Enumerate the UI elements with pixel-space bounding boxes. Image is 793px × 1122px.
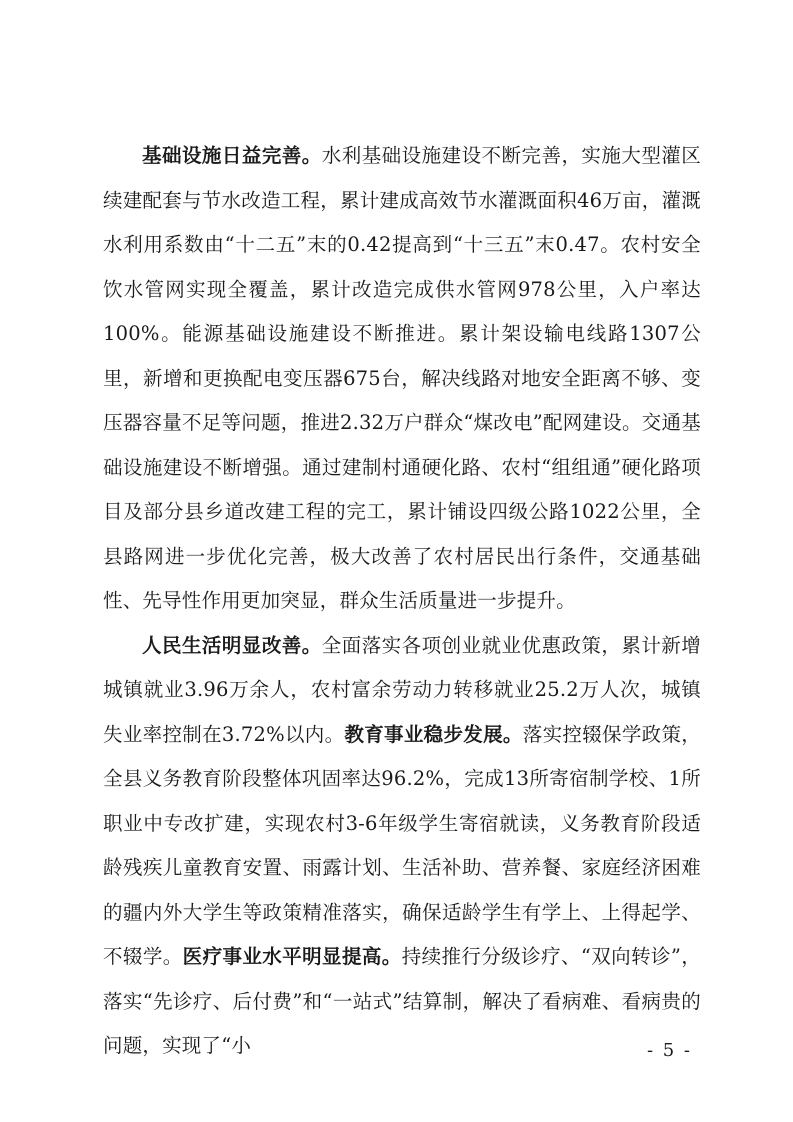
inline-heading-education: 教育事业稳步发展。 xyxy=(344,722,523,746)
paragraph-text: 持续推行分级诊疗、“双向转诊”，落实“先诊疗、后付费”和“一站式”结算制，解决了看病难、看病贵的问题，实现了“小 xyxy=(103,945,701,1057)
paragraph-infrastructure xyxy=(103,134,701,624)
paragraph-heading: 人民生活明显改善。 xyxy=(142,633,322,657)
inline-heading-medical: 医疗事业水平明显提高。 xyxy=(182,945,402,968)
document-body xyxy=(103,134,701,1069)
page-number: - 5 - xyxy=(646,1040,692,1061)
paragraph-livelihood xyxy=(103,624,701,1069)
paragraph-text: 落实控辍保学政策，全县义务教育阶段整体巩固率达96.2%，完成13所寄宿制学校、1所职业中专改扩建，实现农村3-6年级学生寄宿就读，义务教育阶段适龄残疾儿童教育安置、雨露计划、生活补助、营养餐、家庭经济困难的疆内外大学生等政策精准落实，确保适龄学生有学上、上得起学、不辍学。 xyxy=(103,722,701,968)
paragraph-heading: 基础设施日益完善。 xyxy=(142,144,322,167)
paragraph-text: 水利基础设施建设不断完善，实施大型灌区续建配套与节水改造工程，累计建成高效节水灌溉面积46万亩，灌溉水利用系数由“十二五”末的0.42提高到“十三五”末0.47。农村安全饮水管网实现全覆盖，累计改造完成供水管网978公里，入户率达100%。能源基础设施建设不断推进。累计架设输电线路1307公里，新增和更换配电变压器675台，解决线路对地安全距离不够、变压器容量不足等问题，推进2.32万户群众“煤改电”配网建设。交通基础设施建设不断增强。通过建制村通硬化路、农村“组组通”硬化路项目及部分县乡道改建工程的完工，累计铺设四级公路1022公里，全县路网进一步优化完善，极大改善了农村居民出行条件，交通基础性、先导性作用更加突显，群众生活质量进一步提升。 xyxy=(103,144,701,612)
paragraph-text: 全面落实各项创业就业优惠政策，累计新增城镇就业3.96万余人，农村富余劳动力转移就业25.2万人次，城镇失业率控制在3.72%以内。 xyxy=(103,633,701,746)
